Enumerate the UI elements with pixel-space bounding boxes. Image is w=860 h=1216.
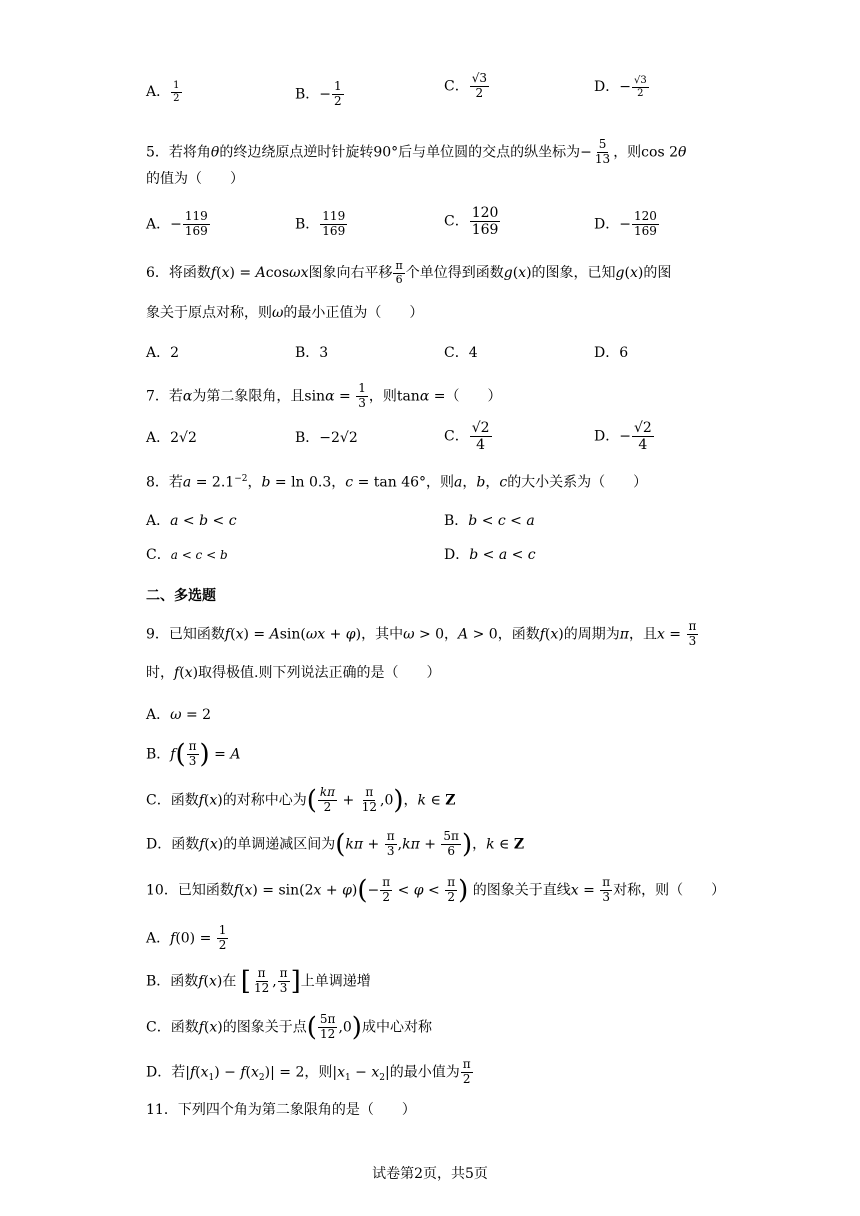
q8-option-c: C．a < c < b — [146, 547, 228, 563]
q6-option-a: A．2 — [146, 345, 180, 361]
q9-option-a: A．ω = 2 — [146, 707, 212, 723]
q5-option-b: B． $\frac{119}{169}$ — [295, 209, 346, 238]
q6-option-b: B．3 — [295, 345, 329, 361]
q5-stem-line2: 的值为（ ） — [146, 171, 244, 187]
q11-stem: 11．下列四个角为第二象限角的是（ ） — [146, 1102, 416, 1118]
q6-stem-line1: 6．将函数f(x) = Acosωx图象向右平移 $\frac{\pi}{6}$ 个单位得到函数g(x)的图象，已知g(x)的图 — [146, 259, 672, 286]
q9-option-c: C．函数f(x)的对称中心为( $\frac{k\pi}{2}$ + $\frac{\pi}{12}$ ,0)，k ∈ Z — [146, 785, 456, 816]
q5-option-a: A．− $\frac{119}{169}$ — [146, 209, 208, 238]
q6-option-d: D．6 — [594, 345, 629, 361]
q6-option-c: C．4 — [444, 345, 478, 361]
q4-option-d: D．− $\frac{√3}{2}$ — [594, 75, 647, 99]
q8-option-a: A．a < b < c — [146, 513, 237, 529]
q9-stem-line1: 9．已知函数f(x) = Asin(ωx + φ)，其中ω > 0，A > 0，函数f(x)的周期为π，且x = $\frac{\pi}{3}$ — [146, 619, 697, 648]
q4-option-c: C． $\frac{√3}{2}$ — [444, 71, 487, 100]
q4-option-b: B．− $\frac{1}{2}$ — [295, 79, 342, 108]
q8-stem: 8．若$a = 2.1^{-2}$，b = ln 0.3，c = tan 46°，则a，b，c的大小关系为（ ） — [146, 474, 648, 491]
q10-option-c: C．函数f(x)的图象关于点( $\frac{5\pi}{12}$ ,0)成中心对称 — [146, 1012, 432, 1043]
q10-stem: 10．已知函数f(x) = sin(2x + φ)(− $\frac{\pi}{2}$ < φ < $\frac{\pi}{2}$ ) 的图象关于直线x = $\frac{\pi}{3}$ 对称，则（ ） — [146, 875, 726, 906]
page-footer: 试卷第2页，共5页 — [372, 1166, 488, 1182]
q5-stem-line1: 5．若将角θ的终边绕原点逆时针旋转90°后与单位圆的交点的纵坐标为− $\frac{5}{13}$ ，则cos 2θ — [146, 137, 687, 166]
q7-option-b: B．−2√2 — [295, 430, 358, 446]
q7-stem: 7．若α为第二象限角，且sinα = $\frac{1}{3}$ ，则tanα =（ ） — [146, 381, 502, 410]
q9-option-d: D．函数f(x)的单调递减区间为(kπ + $\frac{\pi}{3}$ ,kπ + $\frac{5\pi}{6}$ )，k ∈ Z — [146, 829, 525, 860]
section-title: 二、多选题 — [146, 588, 216, 604]
q8-option-d: D．b < a < c — [444, 547, 536, 563]
q10-option-d: D．若$|f(x_1) - f(x_2)| = 2$，则$|x_1 - x_2|$的最小值为 $\frac{\pi}{2}$ — [146, 1057, 471, 1086]
q9-stem-line2: 时，f(x)取得极值.则下列说法正确的是（ ） — [146, 665, 441, 681]
q7-option-c: C． $\frac{√2}{4}$ — [444, 420, 490, 454]
q7-option-d: D．− $\frac{√2}{4}$ — [594, 420, 652, 454]
q7-option-a: A．2√2 — [146, 430, 197, 446]
q5-option-c: C． $\frac{120}{169}$ — [444, 205, 499, 239]
q9-option-b: B．f( $\frac{\pi}{3}$ ) = A — [146, 739, 241, 770]
q8-option-b: B．b < c < a — [444, 513, 535, 529]
q4-option-a: A． $\frac{1}{2}$ — [146, 80, 180, 104]
q10-option-a: A．f(0) = $\frac{1}{2}$ — [146, 923, 227, 952]
q5-option-d: D．− $\frac{120}{169}$ — [594, 209, 657, 238]
q6-stem-line2: 象关于原点对称，则ω的最小正值为（ ） — [146, 305, 424, 321]
q10-option-b: B．函数f(x)在 [ $\frac{\pi}{12}$ , $\frac{\pi}{3}$ ]上单调递增 — [146, 966, 371, 997]
